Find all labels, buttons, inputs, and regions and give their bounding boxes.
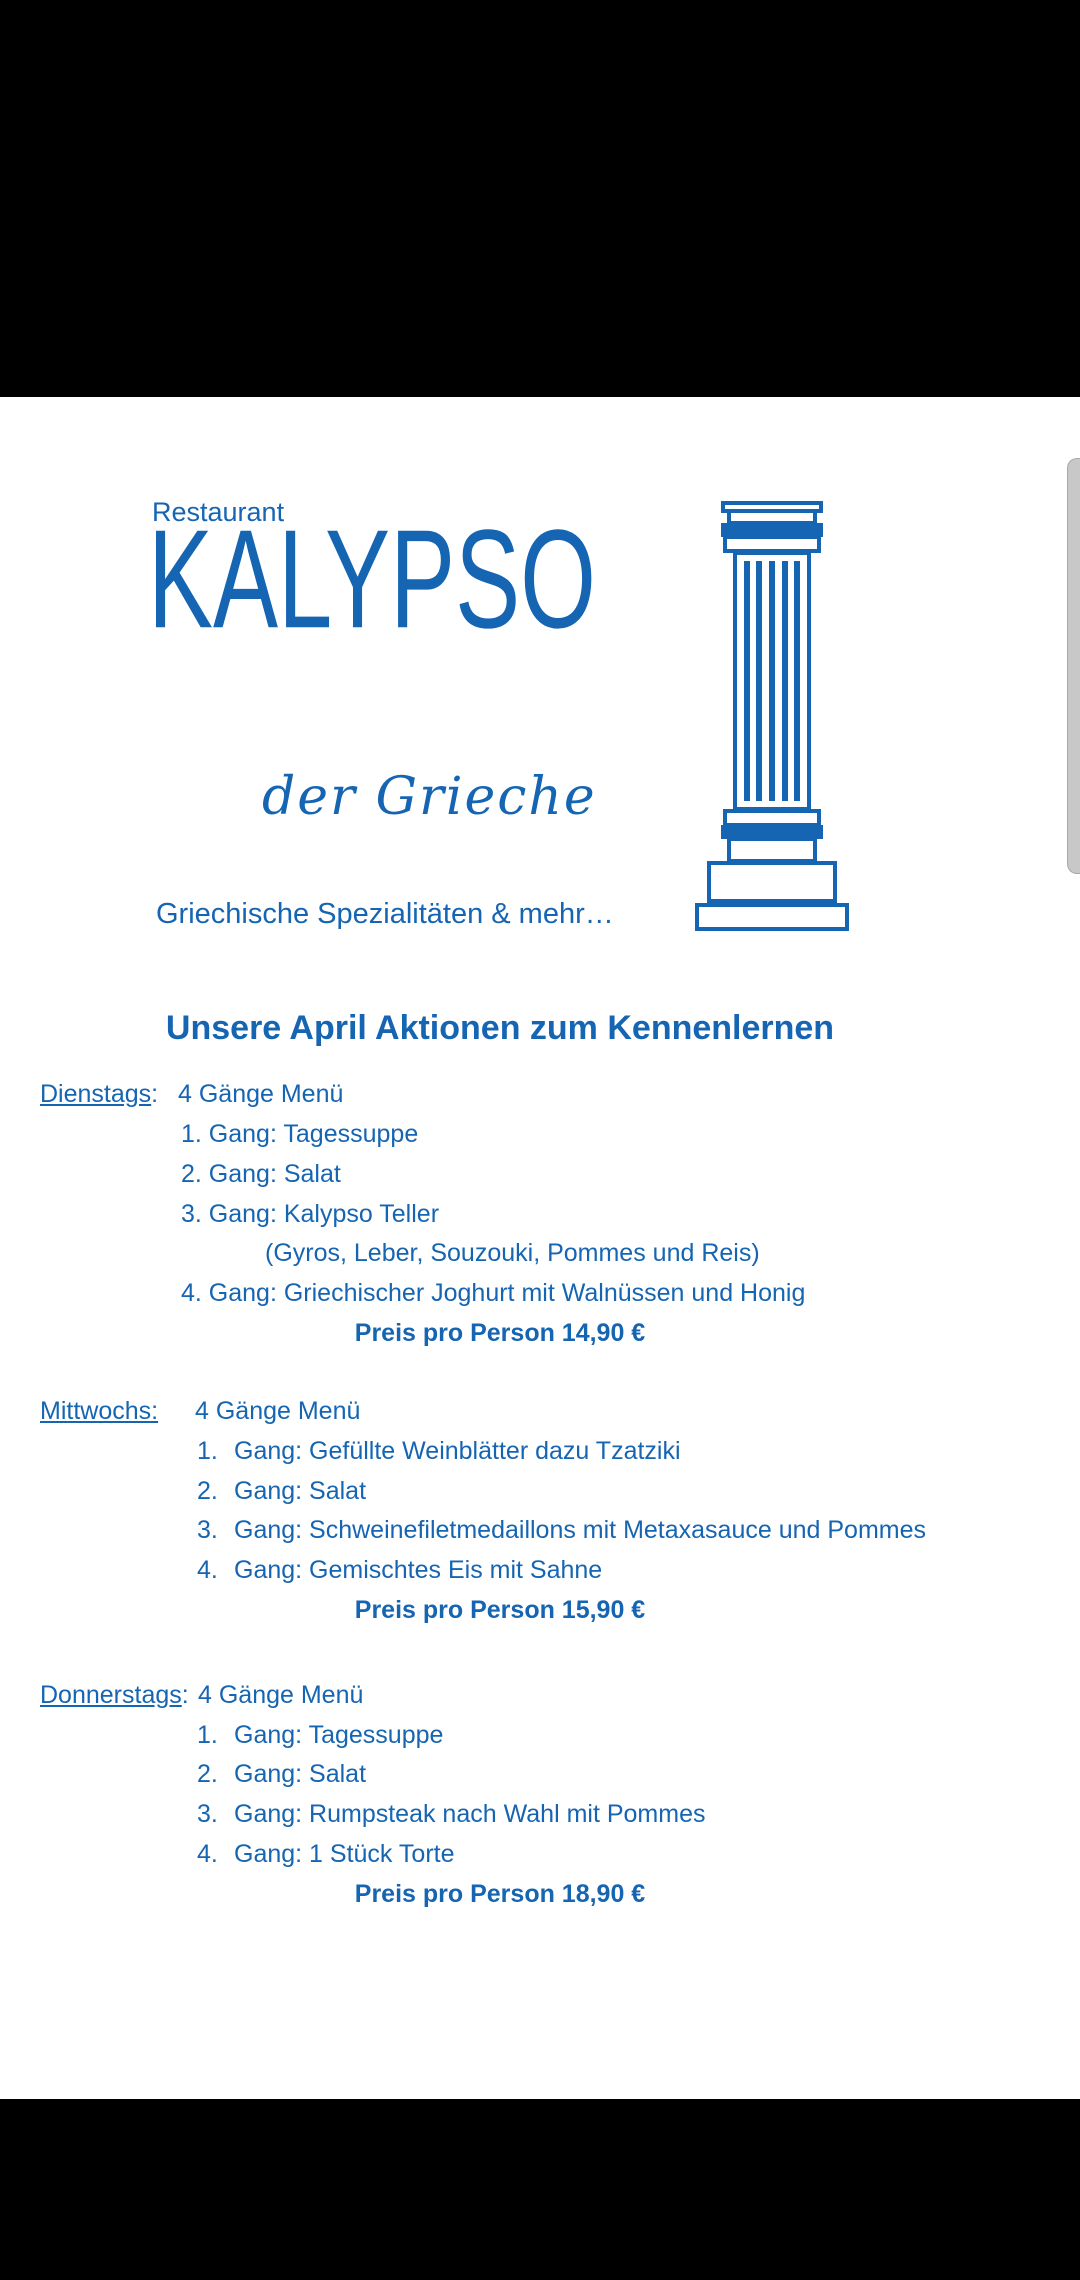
day-suffix: :	[151, 1080, 159, 1108]
course-item: Gang: Salat	[234, 1760, 367, 1788]
course-number: 1.	[197, 1721, 218, 1749]
course-item: Gang: Salat	[234, 1477, 367, 1505]
flyer-document	[0, 397, 1080, 2099]
course-item: Gang: 1 Stück Torte	[234, 1840, 455, 1868]
course-number: 2.	[197, 1477, 218, 1505]
course-item: 1. Gang: Tagessuppe	[181, 1120, 419, 1148]
course-item: Gang: Gemischtes Eis mit Sahne	[234, 1556, 603, 1584]
promo-headline: Unsere April Aktionen zum Kennenlernen	[165, 1009, 835, 1047]
greek-column-icon	[695, 501, 849, 933]
course-item: Gang: Rumpsteak nach Wahl mit Pommes	[234, 1800, 706, 1828]
day-name: Mittwochs:	[40, 1397, 159, 1425]
menu-label: 4 Gänge Menü	[195, 1397, 361, 1425]
day-name: Donnerstags	[40, 1681, 182, 1709]
logo-restaurant-label: Restaurant	[152, 497, 285, 527]
course-detail: (Gyros, Leber, Souzouki, Pommes und Reis)	[265, 1239, 760, 1267]
course-number: 1.	[197, 1437, 218, 1465]
course-item: 2. Gang: Salat	[181, 1160, 341, 1188]
scroll-handle[interactable]	[1067, 458, 1080, 874]
course-number: 3.	[197, 1800, 218, 1828]
day-name: Dienstags	[40, 1080, 152, 1108]
price-label: Preis pro Person 15,90 €	[354, 1596, 646, 1624]
course-item: Gang: Gefüllte Weinblätter dazu Tzatziki	[234, 1437, 681, 1465]
course-number: 4.	[197, 1840, 218, 1868]
day-label	[40, 1681, 189, 1710]
day-suffix: :	[181, 1681, 189, 1709]
logo-name: KALYPSO	[148, 529, 596, 658]
course-number: 3.	[197, 1516, 218, 1544]
logo-subtitle: Griechische Spezialitäten & mehr…	[156, 898, 614, 930]
course-item: Gang: Tagessuppe	[234, 1721, 444, 1749]
course-item: Gang: Schweinefiletmedaillons mit Metaxasauce und Pommes	[234, 1516, 927, 1544]
menu-label: 4 Gänge Menü	[198, 1681, 364, 1709]
course-item: 4. Gang: Griechischer Joghurt mit Walnüssen und Honig	[181, 1279, 806, 1307]
price-label: Preis pro Person 14,90 €	[354, 1319, 646, 1347]
course-number: 4.	[197, 1556, 218, 1584]
price-label: Preis pro Person 18,90 €	[354, 1880, 646, 1908]
day-label	[40, 1080, 158, 1109]
logo-kalypso-wordmark	[148, 529, 608, 669]
course-item: 3. Gang: Kalypso Teller	[181, 1200, 440, 1228]
logo-tagline: der Grieche	[262, 767, 597, 827]
menu-label: 4 Gänge Menü	[178, 1080, 344, 1108]
course-number: 2.	[197, 1760, 218, 1788]
